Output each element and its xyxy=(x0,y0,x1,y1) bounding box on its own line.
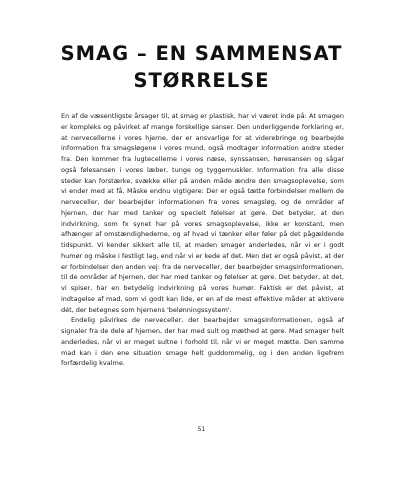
title-line-2: STØRRELSE xyxy=(133,69,270,92)
page-number: 51 xyxy=(197,426,206,433)
body-text xyxy=(61,111,344,369)
paragraph-1: En af de væsentligste årsager til, at smag er plastisk, har vi været inde på: At smagen er kompleks og påvirket af mange forskellige sanser. Den underliggende forklaring er, at nervecellerne i vores hjerne, der er ansvarlige for at viderebringe og bearbejde information fra smagsløgene i vores mund, også modtager information andre steder fra. Den kommer fra lugtecellerne i vores næse, synssansen, høresansen og sågar også følesansen i vores læber, tunge og tyggemuskler. Information fra alle disse steder kan forstærke, svække eller på anden måde ændre den smagsoplevelse, som vi ender med at få. Måske endnu vigtigere: Der er også tætte forbindelser mellem de nerveceller, der bearbejder informationen fra vores smagsløg, og de områder af hjernen, der har med tanker og specielt følelser at gøre. Det betyder, at den indvirkning, som fx synet har på vores smagsoplevelse, ikke er konstant, men afhænger af omstændighederne, og af hvad vi tænker eller føler på det pågældende tidspunkt. Vi kender sikkert alle til, at maden smager anderledes, når vi er i godt humør og måske i festligt lag, end når vi er kede af det. Men det er også påvist, at der er forbindelser den anden vej: fra de nerveceller, der bearbejder smagsinformationen, til de områder af hjernen, der har med tanker og følelser at gøre. Det betyder, at det, vi spiser, har en betydelig indvirkning på vores humør. Faktisk er det påvist, at indtagelse af mad, som vi godt kan lide, er en af de mest effektive måder at aktivere dét, der betegnes som hjernens 'belønningssystem'. xyxy=(61,112,344,314)
page-title xyxy=(0,40,403,94)
paragraph-2: Endelig påvirkes de nerveceller, der bearbejder smagsinformationen, også af signaler fra de dele af hjernen, der har med sult og mæthed at gøre. Mad smager helt anderledes, når vi er meget sultne i forhold til, når vi er meget mætte. Den samme mad kan i den ene situation smage helt guddommelig, og i den anden ligefrem forfærdelig kvalme. xyxy=(61,316,344,368)
title-line-1: SMAG – EN SAMMENSAT xyxy=(60,42,343,65)
